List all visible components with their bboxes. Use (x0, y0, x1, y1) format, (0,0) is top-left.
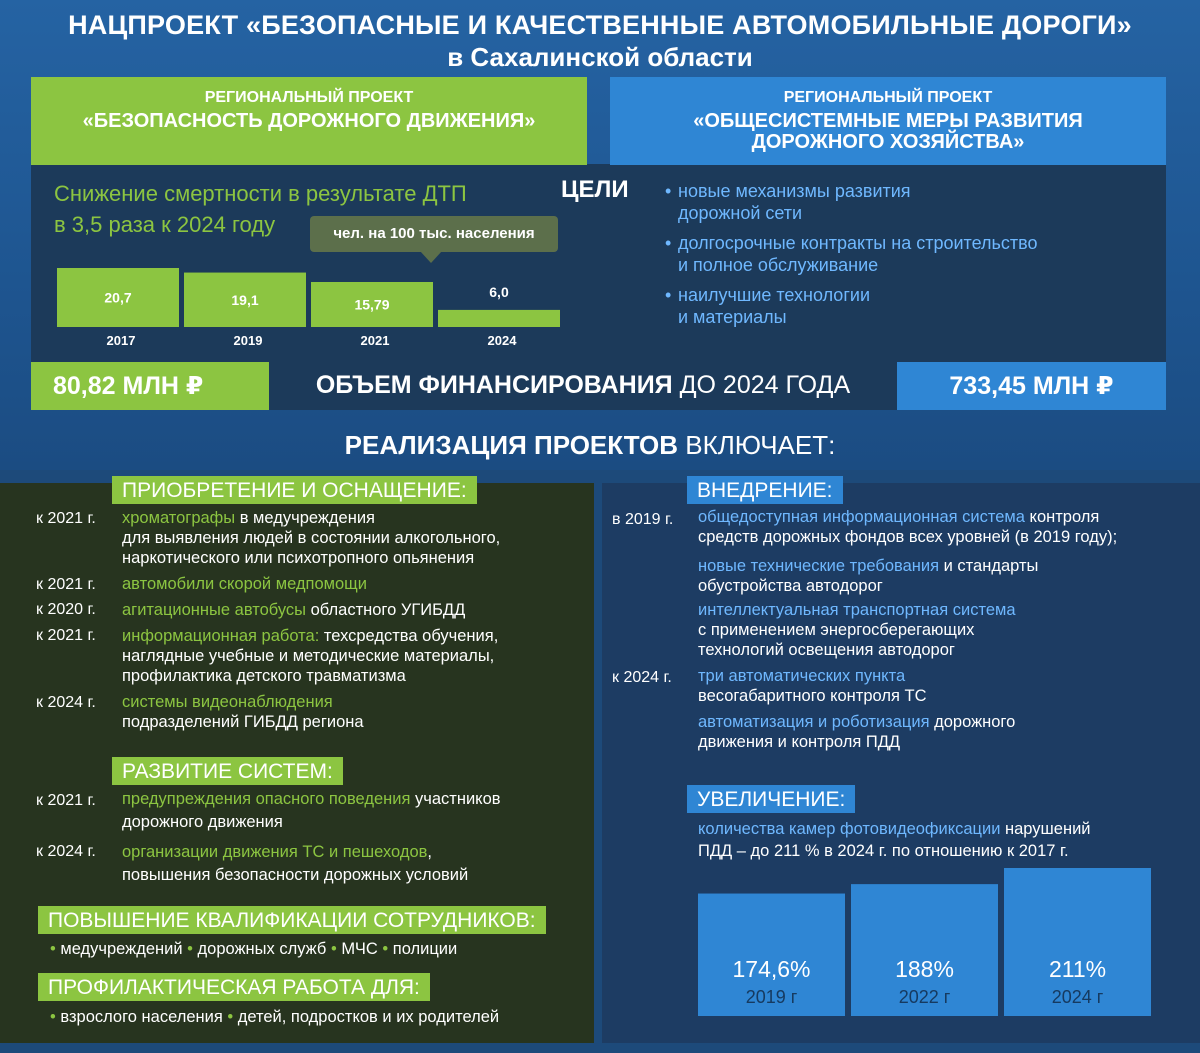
list-item: медучреждений (60, 940, 183, 958)
list-item (122, 692, 582, 732)
list-item (698, 666, 1188, 706)
mortality-line-2: в 3,5 раза к 2024 году (54, 212, 276, 237)
item-text: нарушений (1000, 820, 1091, 838)
mortality-year-label: 2019 (233, 333, 263, 348)
year-label: к 2024 г. (612, 669, 672, 686)
item-text: средств дорожных фондов всех уровней (в 2019 году); (698, 528, 1118, 546)
goal-text: наилучшие технологии (678, 285, 870, 305)
item-text: в медучреждения (235, 509, 375, 527)
tag-prevention: ПРОФИЛАКТИЧЕСКАЯ РАБОТА ДЛЯ: (38, 973, 430, 1001)
list-item: полиции (392, 940, 458, 958)
implementation-rest: ВКЛЮЧАЕТ: (678, 430, 836, 460)
mortality-line-1: Снижение смертности в результате ДТП (54, 181, 467, 206)
mortality-year-label: 2021 (360, 333, 390, 348)
item-text: повышения безопасности дорожных условий (122, 866, 469, 884)
mortality-year-label: 2017 (106, 333, 136, 348)
item-text: наркотического или психотропного опьянения (122, 549, 475, 567)
list-item (122, 600, 582, 620)
goal-text: долгосрочные контракты на строительство (678, 233, 1038, 253)
qualification-list: • медучреждений • дорожных служб • МЧС • полиции (50, 940, 458, 958)
item-highlight: три автоматических пункта (698, 667, 906, 685)
item-text: и стандарты (939, 557, 1039, 575)
cameras-year-label: 2022 г (898, 987, 951, 1007)
year-label: к 2021 г. (36, 576, 96, 593)
item-text: дорожного (929, 713, 1016, 731)
year-label: к 2021 г. (36, 627, 96, 644)
project-right-name-1: «ОБЩЕСИСТЕМНЫЕ МЕРЫ РАЗВИТИЯ (693, 110, 1083, 132)
item-text: участников (410, 790, 501, 808)
tag-implementation: ВНЕДРЕНИЕ: (687, 476, 843, 504)
year-label: к 2024 г. (36, 694, 96, 711)
project-left-name: «БЕЗОПАСНОСТЬ ДОРОЖНОГО ДВИЖЕНИЯ» (82, 110, 536, 132)
tag-acquisition: ПРИОБРЕТЕНИЕ И ОСНАЩЕНИЕ: (112, 476, 477, 504)
item-text: профилактика детского травматизма (122, 667, 406, 685)
item-text: техсредства обучения, (319, 627, 499, 645)
mortality-value-label: 6,0 (489, 283, 509, 300)
funding-left: 80,82 МЛН ₽ (31, 362, 269, 410)
item-text: для выявления людей в состоянии алкогольного, (122, 529, 501, 547)
goals-title: ЦЕЛИ (561, 176, 629, 203)
item-highlight: информационная работа: (122, 627, 320, 645)
item-highlight: системы видеонаблюдения (122, 693, 333, 711)
list-item (122, 788, 582, 834)
increase-text (698, 818, 1188, 862)
list-item (698, 712, 1188, 752)
page-title: НАЦПРОЕКТ «БЕЗОПАСНЫЕ И КАЧЕСТВЕННЫЕ АВТОМОБИЛЬНЫЕ ДОРОГИ» (68, 10, 1132, 40)
year-label: в 2019 г. (612, 511, 674, 528)
list-item: взрослого населения (60, 1008, 223, 1026)
tag-increase: УВЕЛИЧЕНИЕ: (687, 785, 855, 813)
tag-qualification: ПОВЫШЕНИЕ КВАЛИФИКАЦИИ СОТРУДНИКОВ: (38, 906, 546, 934)
item-text: подразделений ГИБДД региона (122, 713, 364, 731)
item-highlight: предупреждения опасного поведения (122, 790, 411, 808)
page-subtitle: в Сахалинской области (447, 42, 753, 72)
cameras-value-label: 211% (1048, 956, 1107, 982)
item-highlight: автоматизация и роботизация (698, 713, 930, 731)
goal-item (665, 180, 1145, 224)
list-item: МЧС (341, 940, 378, 958)
goal-text: и материалы (678, 307, 787, 327)
item-highlight: количества камер фотовидеофиксации (698, 820, 1001, 838)
project-left-label: РЕГИОНАЛЬНЫЙ ПРОЕКТ (204, 89, 414, 106)
list-item (122, 841, 582, 887)
list-item: дорожных служб (197, 940, 327, 958)
item-text: технологий освещения автодорог (698, 641, 955, 659)
item-text: , (427, 843, 432, 861)
implementation-bold: РЕАЛИЗАЦИЯ ПРОЕКТОВ (344, 430, 679, 460)
item-text: дорожного движения (122, 813, 283, 831)
list-item: детей, подростков и их родителей (237, 1008, 500, 1026)
goal-text: новые механизмы развития (678, 181, 911, 201)
year-label: к 2021 г. (36, 510, 96, 527)
mortality-chart (50, 262, 565, 354)
item-text: весогабаритного контроля ТС (698, 687, 927, 705)
item-text: областного УГИБДД (306, 601, 466, 619)
item-highlight: организации движения ТС и пешеходов (122, 843, 428, 861)
mortality-value-label: 19,1 (231, 291, 259, 308)
item-text: обустройства автодорог (698, 577, 883, 595)
mortality-value-label: 15,79 (354, 296, 390, 313)
prevention-list: • взрослого населения • детей, подростков и их родителей (50, 1008, 500, 1026)
year-label: к 2024 г. (36, 843, 96, 860)
implementation-heading (0, 430, 1180, 461)
list-item (698, 600, 1188, 660)
goal-text: дорожной сети (678, 203, 803, 223)
funding-label-bold: ОБЪЕМ ФИНАНСИРОВАНИЯ (315, 371, 673, 399)
item-highlight: автомобили скорой медпомощи (122, 575, 367, 593)
item-highlight: общедоступная информационная система (698, 508, 1025, 526)
mortality-year-label: 2024 (487, 333, 517, 348)
year-label: к 2021 г. (36, 792, 96, 809)
list-item (698, 507, 1188, 547)
funding-right: 733,45 МЛН ₽ (897, 362, 1166, 410)
funding-label (269, 371, 897, 400)
list-item (122, 574, 582, 594)
cameras-value-label: 174,6% (732, 956, 811, 982)
goal-text: и полное обслуживание (678, 255, 879, 275)
project-right-header (610, 77, 1166, 165)
project-right-name-2: ДОРОЖНОГО ХОЗЯЙСТВА» (751, 131, 1025, 153)
goals-list (665, 180, 1145, 336)
year-label: к 2020 г. (36, 601, 96, 618)
item-highlight: хроматографы (122, 509, 236, 527)
project-right-label: РЕГИОНАЛЬНЫЙ ПРОЕКТ (783, 89, 993, 106)
unit-bubble: чел. на 100 тыс. населения (310, 216, 558, 252)
item-highlight: новые технические требования (698, 557, 940, 575)
mortality-value-label: 20,7 (104, 289, 132, 306)
cameras-year-label: 2024 г (1051, 987, 1104, 1007)
item-text: контроля (1024, 508, 1100, 526)
cameras-chart (695, 868, 1155, 1018)
tag-systems: РАЗВИТИЕ СИСТЕМ: (112, 757, 343, 785)
goal-item (665, 232, 1145, 276)
goal-item (665, 284, 1145, 328)
item-text: наглядные учебные и методические материалы, (122, 647, 495, 665)
item-highlight: интеллектуальная транспортная система (698, 601, 1016, 619)
item-text: движения и контроля ПДД (698, 733, 901, 751)
list-item (122, 508, 582, 568)
mortality-bar (438, 310, 560, 327)
funding-label-rest: ДО 2024 ГОДА (672, 371, 851, 399)
list-item (698, 556, 1188, 596)
cameras-year-label: 2019 г (745, 987, 798, 1007)
project-left-header (31, 77, 587, 165)
list-item (122, 626, 582, 686)
cameras-value-label: 188% (895, 956, 954, 982)
item-text: ПДД – до 211 % в 2024 г. по отношению к 2017 г. (698, 842, 1069, 860)
item-highlight: агитационные автобусы (122, 601, 307, 619)
item-text: с применением энергосберегающих (698, 621, 975, 639)
